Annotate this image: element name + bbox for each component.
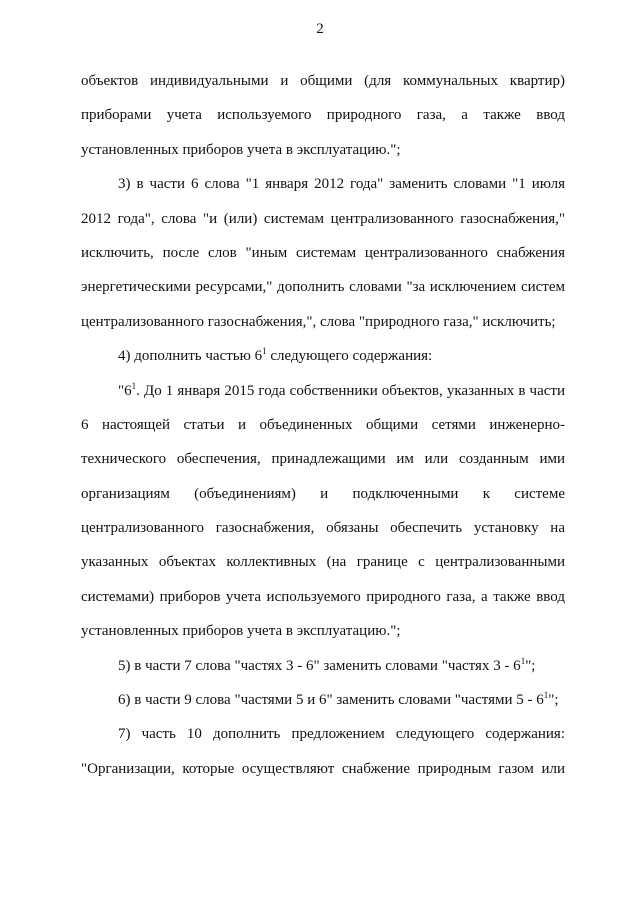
text-line-6: исключить, после слов "иным системам централизованного снабжения [81, 244, 565, 261]
page-number: 2 [316, 21, 324, 37]
text-line-16: системами) приборов учета используемого природного газа, а также ввод [81, 588, 565, 605]
text-line-1: объектов индивидуальными и общими (для коммунальных квартир) [81, 73, 565, 89]
amendment-item-7: 7) часть 10 дополнить предложением следующего содержания: [118, 726, 565, 743]
text-span: 4) дополнить частью 6 [118, 348, 263, 365]
amendment-item-3: 3) в части 6 слова "1 января 2012 года" заменить словами "1 июля [118, 176, 565, 193]
quoted-part-6-1 [81, 378, 565, 412]
text-span: 5) в части 7 слова "частях 3 - 6" заменить словами "частях 3 - 6 [118, 657, 521, 674]
text-span: . До 1 января 2015 года собственники объектов, указанных в части [136, 382, 565, 399]
text-line-13: организациям (объединениям) и подключенными к системе [81, 485, 565, 502]
superscript: 1 [520, 655, 526, 666]
text-line-14: централизованного газоснабжения, обязаны обеспечить установку на [81, 520, 565, 537]
text-line-21: "Организации, которые осуществляют снабжение природным газом или [81, 760, 565, 777]
superscript: 1 [543, 690, 549, 701]
document-body [81, 68, 565, 790]
text-line-11: 6 настоящей статьи и объединенных общими сетями инженерно- [81, 416, 565, 433]
text-line-7: энергетическими ресурсами," дополнить словами "за исключением систем [81, 279, 565, 296]
text-span: 6) в части 9 слова "частями 5 и 6" заменить словами "частями 5 - 6 [118, 692, 544, 709]
text-line-5: 2012 года", слова "и (или) системам централизованного газоснабжения," [81, 210, 565, 227]
text-line-15: указанных объектах коллективных (на границе с централизованными [81, 554, 565, 571]
text-span: "; [548, 692, 559, 709]
text-line-17: установленных приборов учета в эксплуатацию."; [81, 623, 401, 640]
amendment-item-6 [81, 687, 565, 721]
superscript: 1 [262, 346, 267, 357]
text-span: "6 [118, 382, 132, 399]
text-line-3: установленных приборов учета в эксплуатацию."; [81, 141, 401, 158]
amendment-item-5 [81, 653, 565, 687]
text-line-8: централизованного газоснабжения,", слова "природного газа," исключить; [81, 313, 556, 330]
text-span: "; [525, 657, 536, 674]
text-line-2: приборами учета используемого природного газа, а также ввод [81, 107, 565, 124]
text-line-12: технического обеспечения, принадлежащими им или созданным ими [81, 451, 565, 468]
superscript: 1 [131, 380, 137, 391]
text-span: следующего содержания: [266, 348, 433, 365]
amendment-item-4 [81, 343, 565, 377]
